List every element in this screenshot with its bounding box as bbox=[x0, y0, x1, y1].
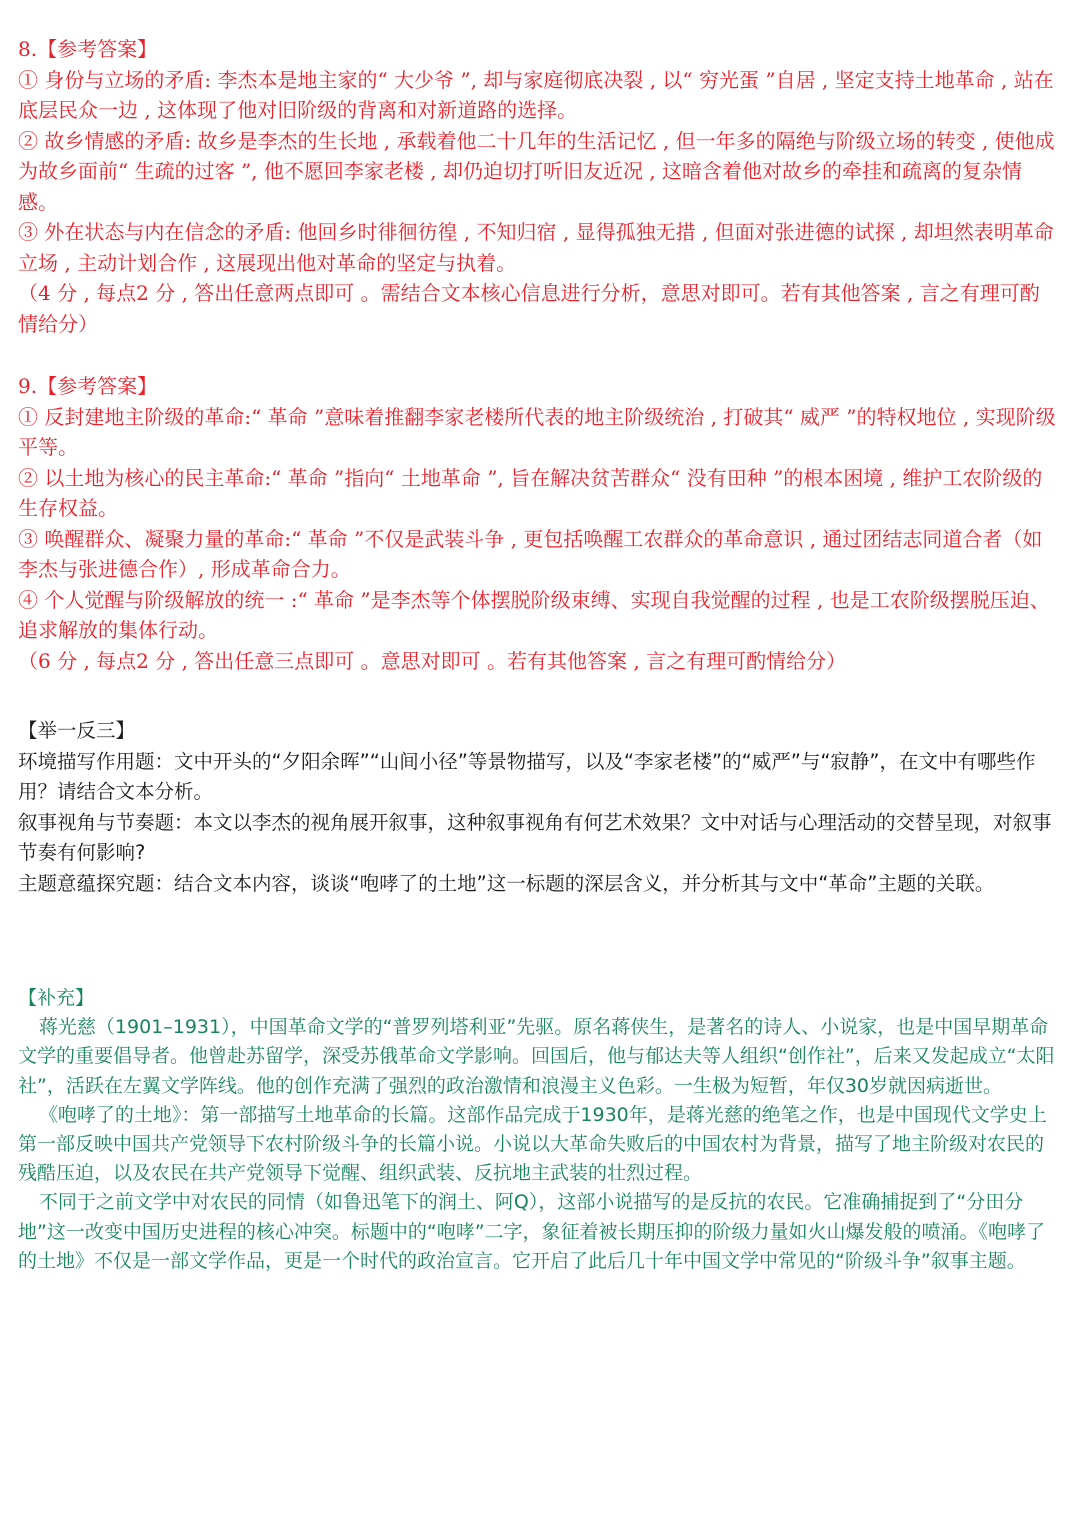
answer-8-heading: 8.【参考答案】 bbox=[18, 37, 158, 61]
answer-9-section bbox=[18, 371, 1058, 676]
extension-heading: 【举一反三】 bbox=[18, 719, 136, 742]
answer-9-point-1: ① 反封建地主阶级的革命:“ 革命 ”意味着推翻李家老楼所代表的地主阶级统治 , 打破其“ 威严 ”的特权地位 , 实现阶级平等。 bbox=[18, 404, 1056, 459]
answer-9-scoring-note: （6 分 , 每点2 分 , 答出任意三点即可 。意思对即可 。若有其他答案 , 言之有理可酌情给分） bbox=[18, 648, 847, 673]
supplement-paragraph-author: 蒋光慈（1901–1931），中国革命文学的“普罗列塔利亚”先驱。原名蒋侠生，是著名的诗人、小说家，也是中国早期革命文学的重要倡导者。他曾赴苏留学，深受苏俄革命文学影响。回国后，他与郁达夫等人组织“创作社”，后来又发起成立“太阳社”，活跃在左翼文学阵线。他的创作充满了强烈的政治激情和浪漫主义色彩。一生极为短暂，年仅30岁就因病逝世。 bbox=[18, 1016, 1055, 1097]
extension-questions-section bbox=[18, 716, 1058, 899]
answer-8-point-2: ② 故乡情感的矛盾: 故乡是李杰的生长地 , 承载着他二十几年的生活记忆 , 但一年多的隔绝与阶级立场的转变 , 使他成为故乡面前“ 生疏的过客 ”, 他不愿回李家老楼 , 却仍迫切打听旧友近况 , 这暗含着他对故乡的牵挂和疏离的复杂情感。 bbox=[18, 128, 1055, 214]
extension-question-1: 环境描写作用题：文中开头的“夕阳余晖”“山间小径”等景物描写，以及“李家老楼”的“威严”与“寂静”，在文中有哪些作用？请结合文本分析。 bbox=[18, 749, 1036, 803]
supplement-heading: 【补充】 bbox=[18, 987, 95, 1009]
answer-8-section bbox=[18, 34, 1058, 339]
answer-9-point-3: ③ 唤醒群众、凝聚力量的革命:“ 革命 ”不仅是武装斗争 , 更包括唤醒工农群众的革命意识 , 通过团结志同道合者（如李杰与张进德合作）, 形成革命合力。 bbox=[18, 526, 1043, 581]
supplement-paragraph-novel: 《咆哮了的土地》：第一部描写土地革命的长篇。这部作品完成于1930年，是蒋光慈的绝笔之作，也是中国现代文学史上第一部反映中国共产党领导下农村阶级斗争的长篇小说。小说以大革命失败后的中国农村为背景，描写了地主阶级对农民的残酷压迫，以及农民在共产党领导下觉醒、组织武装、反抗地主武装的壮烈过程。 bbox=[18, 1103, 1047, 1185]
answer-8-point-1: ① 身份与立场的矛盾: 李杰本是地主家的“ 大少爷 ”, 却与家庭彻底决裂 , 以“ 穷光蛋 ”自居 , 坚定支持土地革命 , 站在底层民众一边 , 这体现了他对旧阶级的背离和对新道路的选择。 bbox=[18, 67, 1054, 122]
answer-9-point-2: ② 以土地为核心的民主革命:“ 革命 ”指向“ 土地革命 ”, 旨在解决贫苦群众“ 没有田种 ”的根本困境 , 维护工农阶级的生存权益。 bbox=[18, 465, 1043, 520]
answer-8-scoring-note: （4 分 , 每点2 分 , 答出任意两点即可 。需结合文本核心信息进行分析，意思对即可。若有其他答案 , 言之有理可酌情给分） bbox=[18, 281, 1040, 336]
supplement-section bbox=[18, 984, 1058, 1276]
answer-9-point-4: ④ 个人觉醒与阶级解放的统一 :“ 革命 ”是李杰等个体摆脱阶级束缚、实现自我觉醒的过程 , 也是工农阶级摆脱压迫、追求解放的集体行动。 bbox=[18, 587, 1050, 642]
answer-8-point-3: ③ 外在状态与内在信念的矛盾: 他回乡时徘徊彷徨 , 不知归宿 , 显得孤独无措 , 但面对张进德的试探 , 却坦然表明革命立场 , 主动计划合作 , 这展现出他对革命的坚定与执着。 bbox=[18, 220, 1054, 275]
extension-question-3: 主题意蕴探究题：结合文本内容，谈谈“咆哮了的土地”这一标题的深层含义，并分析其与文中“革命”主题的关联。 bbox=[18, 871, 995, 895]
extension-question-2: 叙事视角与节奏题：本文以李杰的视角展开叙事，这种叙事视角有何艺术效果？文中对话与心理活动的交替呈现，对叙事节奏有何影响? bbox=[18, 810, 1052, 864]
answer-9-heading: 9.【参考答案】 bbox=[18, 374, 158, 398]
supplement-paragraph-significance: 不同于之前文学中对农民的同情（如鲁迅笔下的润土、阿Q），这部小说描写的是反抗的农民。它准确捕捉到了“分田分地”这一改变中国历史进程的核心冲突。标题中的“咆哮”二字，象征着被长期压抑的阶级力量如火山爆发般的喷涌。《咆哮了的土地》不仅是一部文学作品，更是一个时代的政治宣言。它开启了此后几十年中国文学中常见的“阶级斗争”叙事主题。 bbox=[18, 1191, 1046, 1272]
